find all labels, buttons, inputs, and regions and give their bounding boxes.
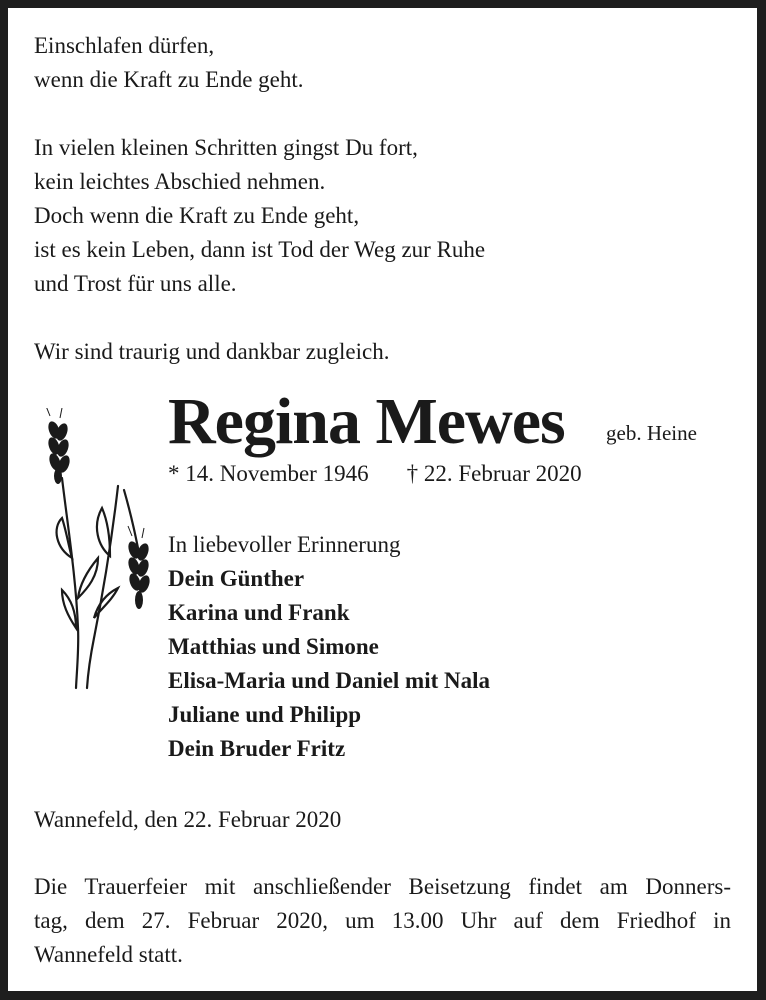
family-member: Juliane und Philipp — [168, 702, 362, 727]
funeral-service-info — [34, 870, 731, 972]
birth-date: * 14. November 1946 — [168, 461, 369, 486]
place-date: Wannefeld, den 22. Februar 2020 — [34, 807, 342, 832]
death-date: † 22. Februar 2020 — [406, 461, 582, 486]
poem-line: wenn die Kraft zu Ende geht. — [34, 67, 304, 92]
poem-line: Wir sind traurig und dankbar zugleich. — [34, 339, 390, 364]
family-list — [168, 528, 490, 766]
poem-line: ist es kein Leben, dann ist Tod der Weg zur Ruhe — [34, 237, 486, 262]
maiden-name: geb. Heine — [606, 421, 697, 445]
family-member: Karina und Frank — [168, 600, 350, 625]
poem-line: kein leichtes Abschied nehmen. — [34, 169, 326, 194]
family-member: Elisa-Maria und Daniel mit Nala — [168, 668, 491, 693]
family-member: Matthias und Simone — [168, 634, 379, 659]
service-line: tag, dem 27. Februar 2020, um 13.00 Uhr auf dem Friedhof in — [34, 908, 731, 933]
poem-line: Doch wenn die Kraft zu Ende geht, — [34, 203, 360, 228]
deceased-name: Regina Mewes — [168, 385, 565, 458]
poem-line: Einschlafen dürfen, — [34, 33, 215, 58]
family-member: Dein Bruder Fritz — [168, 736, 346, 761]
service-line: Die Trauerfeier mit anschließender Beisetzung findet am Donners- — [34, 874, 731, 899]
life-dates — [168, 457, 582, 491]
wheat-ears-icon — [32, 408, 162, 693]
poem-line: und Trost für uns alle. — [34, 271, 237, 296]
poem — [34, 29, 485, 369]
family-member: Dein Günther — [168, 566, 305, 591]
obituary-notice — [8, 8, 757, 991]
poem-line: In vielen kleinen Schritten gingst Du fort, — [34, 135, 418, 160]
service-line: Wannefeld statt. — [34, 942, 183, 967]
family-intro: In liebevoller Erinnerung — [168, 532, 401, 557]
